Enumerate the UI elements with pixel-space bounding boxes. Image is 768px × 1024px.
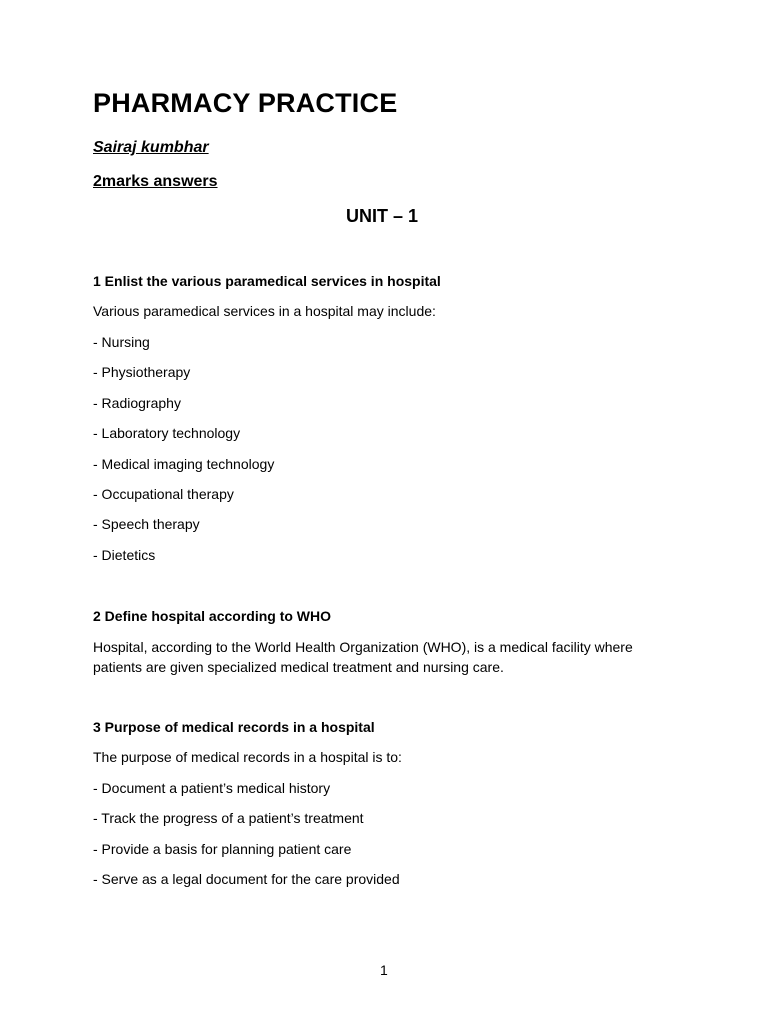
- author-name: Sairaj kumbhar: [93, 139, 209, 156]
- list-item: - Dietetics: [93, 547, 156, 563]
- question-1-heading: 1 Enlist the various paramedical services in hospital: [93, 273, 441, 289]
- list-item: - Laboratory technology: [93, 425, 241, 441]
- list-item: - Radiography: [93, 395, 181, 411]
- list-item: - Occupational therapy: [93, 486, 234, 502]
- list-item: - Provide a basis for planning patient care: [93, 841, 352, 857]
- list-item: - Nursing: [93, 334, 150, 350]
- unit-heading: UNIT – 1: [346, 206, 419, 226]
- page-number: 1: [380, 962, 388, 978]
- document-subtitle: 2marks answers: [93, 173, 218, 190]
- question-3-heading: 3 Purpose of medical records in a hospital: [93, 719, 375, 735]
- list-item: - Document a patient’s medical history: [93, 780, 331, 796]
- list-item: - Speech therapy: [93, 516, 200, 532]
- question-2-answer: Hospital, according to the World Health Organization (WHO), is a medical facility where patients are given specialized medical treatment and nursing care.: [93, 639, 633, 675]
- list-item: - Physiotherapy: [93, 364, 191, 380]
- question-3-intro: The purpose of medical records in a hospital is to:: [93, 749, 402, 765]
- list-item: - Track the progress of a patient’s treatment: [93, 810, 364, 826]
- list-item: - Medical imaging technology: [93, 456, 275, 472]
- question-1-intro: Various paramedical services in a hospital may include:: [93, 303, 436, 319]
- list-item: - Serve as a legal document for the care provided: [93, 871, 400, 887]
- document-title: PHARMACY PRACTICE: [93, 88, 398, 118]
- question-2-heading: 2 Define hospital according to WHO: [93, 608, 332, 624]
